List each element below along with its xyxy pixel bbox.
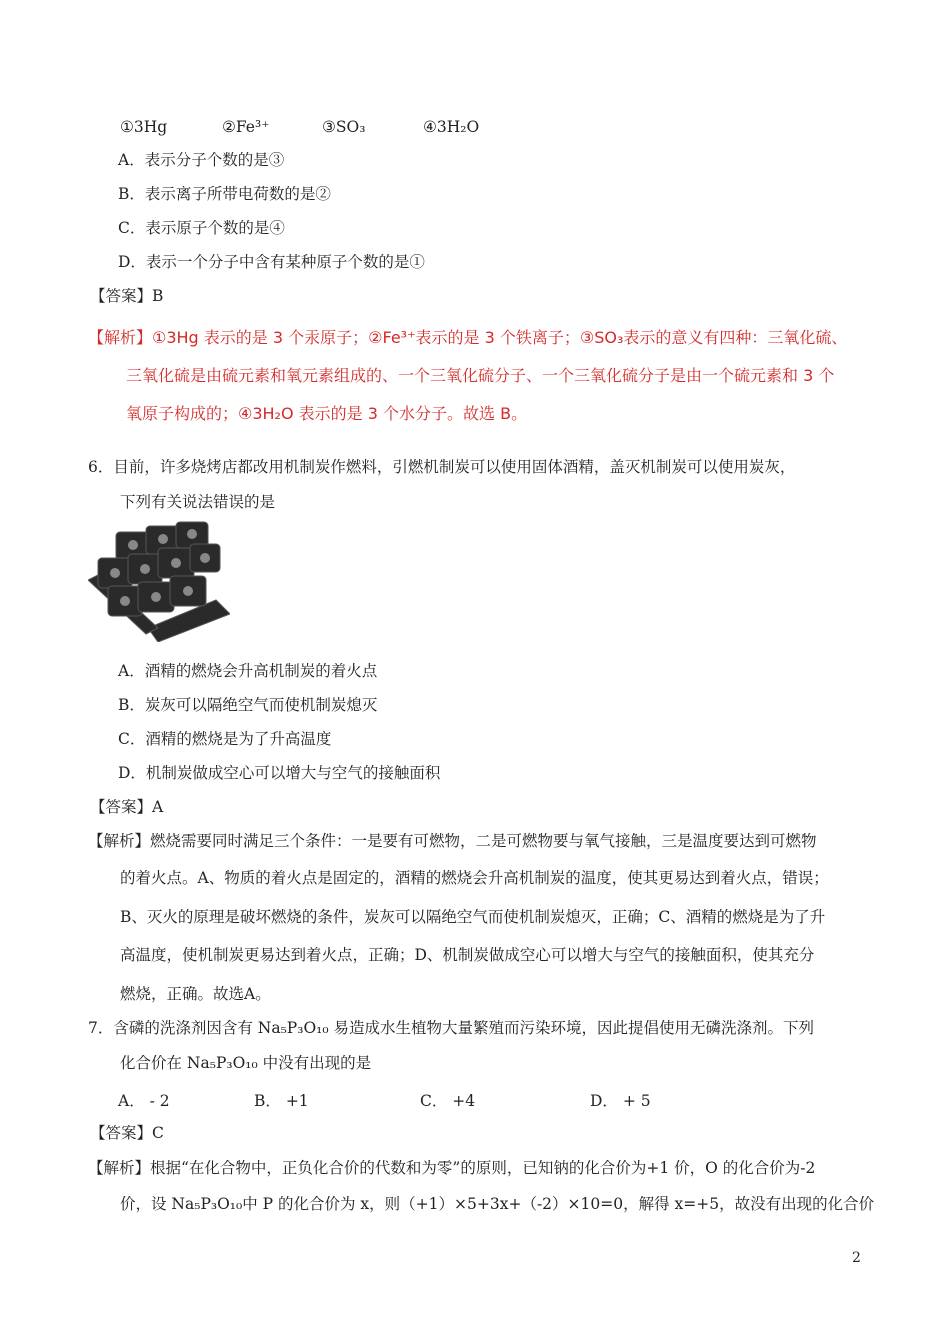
q6-choice-d: D．机制炭做成空心可以增大与空气的接触面积 — [118, 764, 441, 782]
q6-analysis-line-5: 燃烧，正确。故选A。 — [120, 985, 271, 1003]
q7-stem-line-1: 7．含磷的洗涤剂因含有 Na₅P₃O₁₀ 易造成水生植物大量繁殖而污染环境，因此提倡使用无磷洗涤剂。下列 — [88, 1019, 815, 1037]
q5-option-3: ③SO₃ — [322, 118, 366, 136]
q5-choice-a: A．表示分子个数的是③ — [118, 151, 285, 169]
q7-choice-d: D． + 5 — [590, 1092, 651, 1110]
q6-choice-b: B．炭灰可以隔绝空气而使机制炭熄灭 — [118, 696, 378, 714]
q5-choice-b: B．表示离子所带电荷数的是② — [118, 185, 331, 203]
q6-analysis-line-2: 的着火点。A、物质的着火点是固定的，酒精的燃烧会升高机制炭的温度，使其更易达到着火点，错误； — [120, 869, 829, 887]
q7-choice-c: C． +4 — [420, 1092, 476, 1110]
q5-analysis-line-1: 【解析】①3Hg 表示的是 3 个汞原子；②Fe³⁺表示的是 3 个铁离子；③SO₃表示的意义有四种：三氧化硫、 — [88, 328, 848, 347]
q5-analysis-line-2: 三氧化硫是由硫元素和氧元素组成的、一个三氧化硫分子、一个三氧化硫分子是由一个硫元素和 3 个 — [126, 366, 835, 385]
q5-choice-c: C．表示原子个数的是④ — [118, 219, 285, 237]
q5-analysis-line-3: 氧原子构成的；④3H₂O 表示的是 3 个水分子。故选 B。 — [126, 404, 528, 423]
q6-choice-c: C．酒精的燃烧是为了升高温度 — [118, 730, 332, 748]
q7-analysis-line-1: 【解析】根据“在化合物中，正负化合价的代数和为零”的原则，已知钠的化合价为+1 价，O 的化合价为-2 — [88, 1159, 816, 1177]
q7-answer: 【答案】C — [90, 1124, 164, 1142]
q5-option-4: ④3H₂O — [423, 118, 480, 136]
q7-stem-line-2: 化合价在 Na₅P₃O₁₀ 中没有出现的是 — [120, 1054, 372, 1072]
q6-stem-line-2: 下列有关说法错误的是 — [120, 493, 276, 511]
q6-analysis-line-3: B、灭火的原理是破坏燃烧的条件，炭灰可以隔绝空气而使机制炭熄灭，正确；C、酒精的燃烧是为了升 — [120, 908, 826, 926]
q7-choice-b: B． +1 — [254, 1092, 309, 1110]
charcoal-briquettes-image — [88, 518, 230, 642]
q7-choice-a: A． - 2 — [118, 1092, 170, 1110]
q5-choice-d: D．表示一个分子中含有某种原子个数的是① — [118, 253, 425, 271]
page-number: 2 — [852, 1250, 861, 1266]
q6-stem-line-1: 6．目前，许多烧烤店都改用机制炭作燃料，引燃机制炭可以使用固体酒精，盖灭机制炭可以使用炭灰， — [88, 458, 796, 476]
q6-analysis-line-1: 【解析】燃烧需要同时满足三个条件：一是要有可燃物，二是可燃物要与氧气接触，三是温度要达到可燃物 — [88, 832, 817, 850]
q5-option-2: ②Fe³⁺ — [222, 118, 270, 136]
q5-answer: 【答案】B — [90, 287, 164, 305]
q6-analysis-line-4: 高温度，使机制炭更易达到着火点，正确；D、机制炭做成空心可以增大与空气的接触面积，使其充分 — [120, 946, 815, 964]
q6-answer: 【答案】A — [90, 798, 164, 816]
q6-choice-a: A．酒精的燃烧会升高机制炭的着火点 — [118, 662, 378, 680]
q7-analysis-line-2: 价，设 Na₅P₃O₁₀中 P 的化合价为 x，则（+1）×5+3x+（-2）×10=0，解得 x=+5，故没有出现的化合价 — [120, 1195, 875, 1213]
q5-option-1: ①3Hg — [120, 118, 168, 136]
